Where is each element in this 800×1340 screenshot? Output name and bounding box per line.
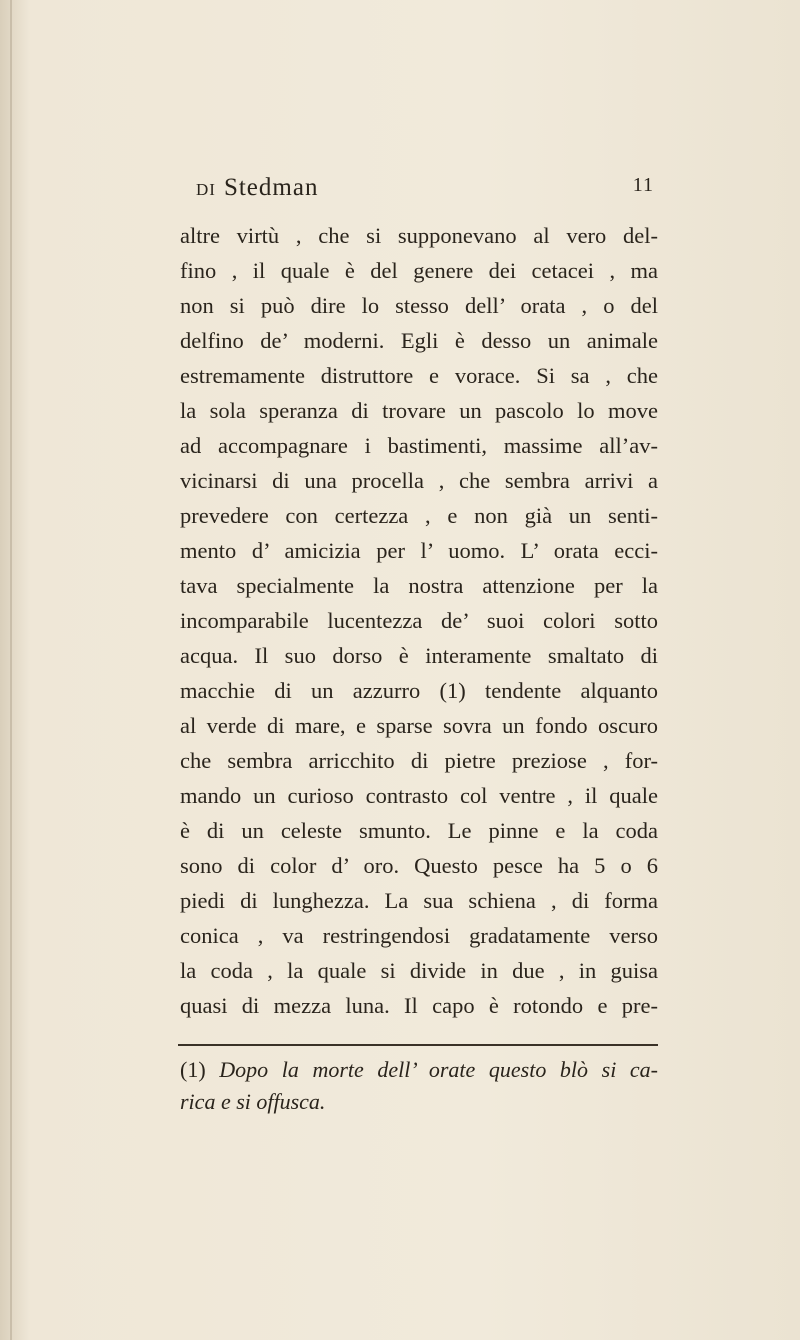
body-text (180, 218, 658, 1023)
running-title (196, 174, 318, 202)
footnote-rule (178, 1044, 658, 1046)
page-gutter (10, 0, 12, 1340)
text-line: altre virtù , che si supponevano al vero del- (180, 223, 658, 248)
footnote (180, 1054, 658, 1118)
text-line: è di un celeste smunto. Le pinne e la coda (180, 818, 658, 843)
footnote-text-2: rica e si offusca. (180, 1089, 326, 1114)
text-line: al verde di mare, e sparse sovra un fondo oscuro (180, 713, 658, 738)
text-line: estremamente distruttore e vorace. Si sa , che (180, 363, 658, 388)
text-line: vicinarsi di una procella , che sembra arrivi a (180, 468, 658, 493)
text-line: mando un curioso contrasto col ventre , il quale (180, 783, 658, 808)
footnote-text-1: Dopo la morte dell’ orate questo blò si ca- (219, 1057, 659, 1082)
text-line: conica , va restringendosi gradatamente verso (180, 923, 658, 948)
text-line: sono di color d’ oro. Questo pesce ha 5 o 6 (180, 853, 658, 878)
text-line: mento d’ amicizia per l’ uomo. L’ orata ecci- (180, 538, 658, 563)
text-line: fino , il quale è del genere dei cetacei , ma (180, 258, 658, 283)
running-header (178, 174, 654, 206)
page-number: 11 (632, 174, 654, 196)
text-line: piedi di lunghezza. La sua schiena , di forma (180, 888, 658, 913)
text-line: prevedere con certezza , e non già un senti- (180, 503, 658, 528)
text-line: che sembra arricchito di pietre preziose , for- (180, 748, 658, 773)
footnote-marker: (1) (180, 1057, 206, 1082)
running-title-name: Stedman (223, 174, 319, 201)
running-title-prefix: DI (196, 180, 216, 199)
text-line: la sola speranza di trovare un pascolo lo move (180, 398, 658, 423)
text-line: la coda , la quale si divide in due , in guisa (180, 958, 658, 983)
text-line: acqua. Il suo dorso è interamente smaltato di (180, 643, 658, 668)
text-line: ad accompagnare i bastimenti, massime all’av- (180, 433, 658, 458)
text-line: delfino de’ moderni. Egli è desso un animale (180, 328, 658, 353)
text-line: macchie di un azzurro (1) tendente alquanto (180, 678, 658, 703)
text-line: incomparabile lucentezza de’ suoi colori sotto (180, 608, 658, 633)
text-line: tava specialmente la nostra attenzione per la (180, 573, 658, 598)
footnote-line (180, 1054, 658, 1086)
text-line: quasi di mezza luna. Il capo è rotondo e pre- (180, 993, 658, 1018)
text-line: non si può dire lo stesso dell’ orata , o del (180, 293, 658, 318)
